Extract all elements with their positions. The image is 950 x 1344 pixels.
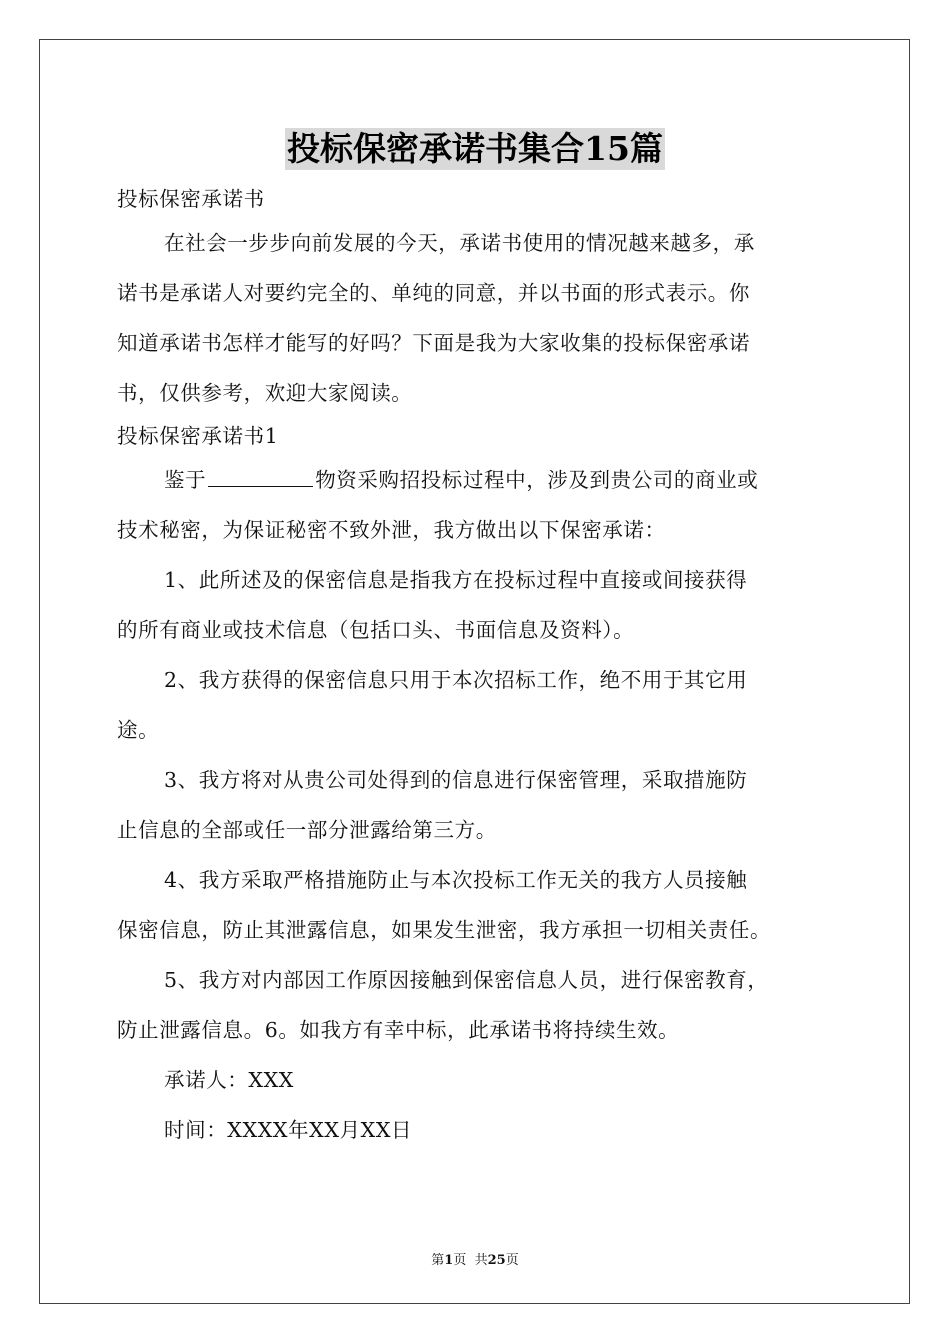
- fill-in-blank: [208, 468, 313, 487]
- page-footer: [0, 1249, 950, 1268]
- para-1-line-2: 技术秘密，为保证秘密不致外泄，我方做出以下保密承诺：: [117, 518, 666, 542]
- item-3-line-2: 止信息的全部或任一部分泄露给第三方。: [117, 818, 497, 842]
- document-title: 投标保密承诺书集合15篇: [287, 129, 663, 168]
- item-1-line-2: 的所有商业或技术信息（包括口头、书面信息及资料）。: [117, 618, 635, 642]
- para-1-suffix: 物资采购招投标过程中，涉及到贵公司的商业或: [315, 468, 759, 492]
- item-3-line-1: 3、我方将对从贵公司处得到的信息进行保密管理，采取措施防: [164, 768, 748, 792]
- footer-page-prefix: 第: [431, 1253, 445, 1268]
- footer-page-suffix: 页: [505, 1253, 519, 1268]
- item-4-line-1: 4、我方采取严格措施防止与本次投标工作无关的我方人员接触: [164, 868, 748, 892]
- item-5-line-2: 防止泄露信息。6。如我方有幸中标，此承诺书将持续生效。: [117, 1018, 680, 1042]
- document-body: [117, 181, 837, 1155]
- intro-line-4: 书，仅供参考，欢迎大家阅读。: [117, 381, 413, 405]
- title-container: [0, 128, 950, 170]
- para-1-prefix: 鉴于: [164, 468, 207, 492]
- section-heading-main: 投标保密承诺书: [117, 187, 265, 211]
- footer-total-pages: 25: [487, 1253, 506, 1268]
- intro-line-1: 在社会一步步向前发展的今天，承诺书使用的情况越来越多，承: [164, 231, 755, 255]
- signer-line: 承诺人：XXX: [164, 1068, 294, 1092]
- item-1-line-1: 1、此所述及的保密信息是指我方在投标过程中直接或间接获得: [164, 568, 748, 592]
- footer-page-number: 1: [444, 1253, 454, 1268]
- item-2-line-1: 2、我方获得的保密信息只用于本次招标工作，绝不用于其它用: [164, 668, 748, 692]
- section-heading-1: 投标保密承诺书1: [117, 424, 279, 448]
- date-line: 时间：XXXX年XX月XX日: [164, 1118, 413, 1142]
- item-4-line-2: 保密信息，防止其泄露信息，如果发生泄密，我方承担一切相关责任。: [117, 918, 772, 942]
- intro-line-3: 知道承诺书怎样才能写的好吗？下面是我为大家收集的投标保密承诺: [117, 331, 750, 355]
- intro-line-2: 诺书是承诺人对要约完全的、单纯的同意，并以书面的形式表示。你: [117, 281, 750, 305]
- para-1-line-1: [117, 455, 837, 505]
- footer-page-mid: 页 共: [453, 1253, 488, 1268]
- item-2-line-2: 途。: [117, 718, 160, 742]
- item-5-line-1: 5、我方对内部因工作原因接触到保密信息人员，进行保密教育，: [164, 968, 769, 992]
